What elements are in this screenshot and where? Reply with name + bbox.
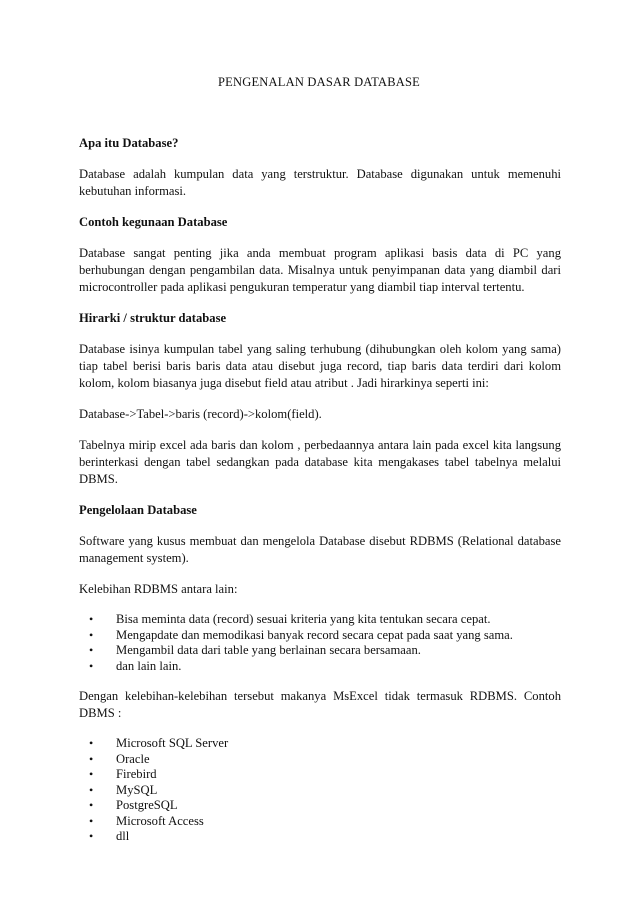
advantages-list [79, 612, 561, 674]
dbms-examples-list [79, 736, 561, 845]
heading-pengelolaan: Pengelolaan Database [79, 503, 197, 517]
bullet-icon: • [89, 813, 94, 828]
heading-hirarki: Hirarki / struktur database [79, 311, 227, 325]
list-item: • Microsoft Access [89, 813, 204, 828]
paragraph-excel-comparison: Tabelnya mirip excel ada baris dan kolom , perbedaannya antara lain pada excel kita langsung berinterkasi dengan tabel sedangkan pada database kita mengakases tabel tabelnya melalui DBMS. [79, 438, 561, 486]
bullet-icon: • [89, 627, 94, 642]
heading-contoh-kegunaan: Contoh kegunaan Database [79, 215, 228, 229]
bullet-icon: • [89, 751, 94, 766]
bullet-icon: • [89, 798, 94, 812]
bullet-icon: • [89, 829, 94, 843]
list-item: • Mengapdate dan memodikasi banyak record secara cepat pada saat yang sama. [89, 627, 513, 642]
paragraph-definition: Database adalah kumpulan data yang terstruktur. Database digunakan untuk memenuhi kebutuhan informasi. [79, 167, 561, 198]
bullet-icon: • [89, 643, 94, 657]
page-title: PENGENALAN DASAR DATABASE [218, 75, 420, 89]
heading-apa-itu-database: Apa itu Database? [79, 136, 179, 150]
paragraph-advantages-intro: Kelebihan RDBMS antara lain: [79, 582, 238, 596]
bullet-icon: • [89, 736, 94, 750]
bullet-icon: • [89, 782, 94, 797]
bullet-icon: • [89, 767, 94, 781]
list-item: • Firebird [89, 767, 157, 781]
paragraph-hierarchy: Database isinya kumpulan tabel yang saling terhubung (dihubungkan oleh kolom yang sama) tiap tabel berisi baris baris data atau disebut juga record, tiap baris data terdiri dari kolom kolom, kolom biasanya juga disebut field atau atribut . Jadi hirarkinya seperti ini: [79, 342, 561, 390]
list-item: • Oracle [89, 751, 150, 766]
list-item: • Mengambil data dari table yang berlainan secara bersamaan. [89, 643, 421, 657]
bullet-icon: • [89, 612, 94, 626]
list-item: • dll [89, 829, 130, 843]
document-body [79, 135, 561, 859]
paragraph-usage: Database sangat penting jika anda membuat program aplikasi basis data di PC yang berhubungan dengan pengambilan data. Misalnya untuk penyimpanan data yang diambil dari microcontroller pada aplikasi pengukuran temperatur yang diambil tiap interval tertentu. [79, 246, 561, 294]
list-item: • dan lain lain. [89, 658, 182, 673]
list-item: • Microsoft SQL Server [89, 736, 229, 750]
paragraph-dbms-examples-intro: Dengan kelebihan-kelebihan tersebut makanya MsExcel tidak termasuk RDBMS. Contoh DBMS : [79, 689, 561, 720]
list-item: • MySQL [89, 782, 158, 797]
list-item: • PostgreSQL [89, 798, 178, 812]
paragraph-hierarchy-chain: Database->Tabel->baris (record)->kolom(field). [79, 407, 322, 421]
bullet-icon: • [89, 658, 94, 673]
paragraph-rdbms: Software yang kusus membuat dan mengelola Database disebut RDBMS (Relational database management system). [79, 534, 561, 565]
list-item: • Bisa meminta data (record) sesuai kriteria yang kita tentukan secara cepat. [89, 612, 491, 626]
